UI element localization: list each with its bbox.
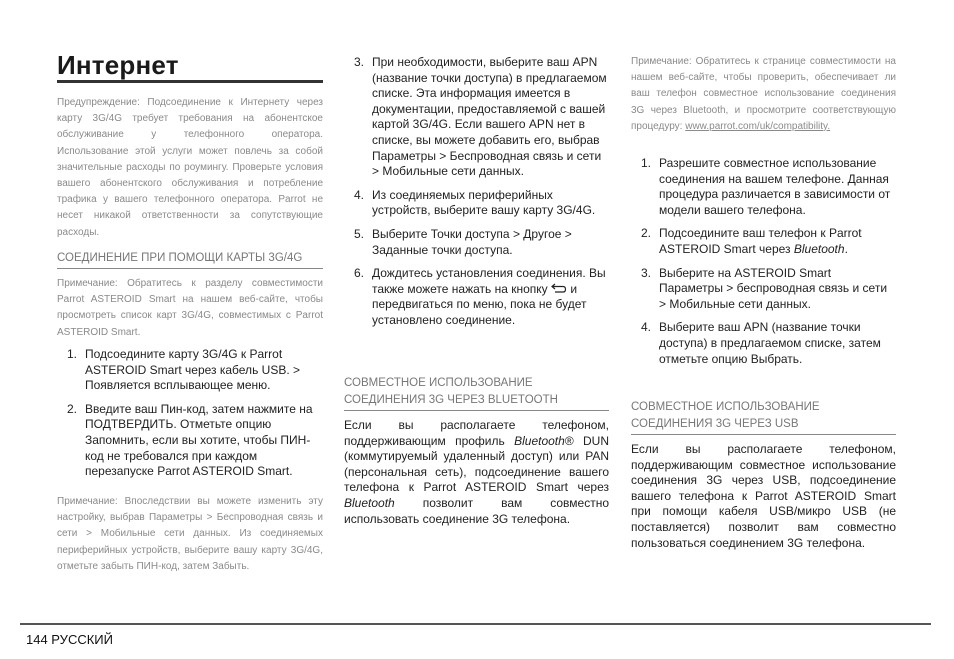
step-number: 2. [67,401,78,416]
section-heading-line2: СОЕДИНЕНИЯ 3G ЧЕРЕЗ BLUETOOTH [344,394,558,406]
step-number: 5. [354,226,365,241]
para-text: Если вы располагаете телефоном, поддерживающим профиль [344,418,609,448]
list-item [344,266,609,328]
section-heading-line1: СОВМЕСТНОЕ ИСПОЛЬЗОВАНИЕ [344,377,533,389]
step-number: 1. [641,156,652,170]
back-button-icon [551,283,567,294]
list-item [344,55,609,180]
list-item [344,188,609,219]
settings-note: Примечание: Впоследствии вы можете изменить эту настройку, выбрав Параметры > Беспроводная связь и сети > Мобильные сети данных. Из соединяемых периферийных устройств, выберите вашу карту 3G/4G, отметьте забыть ПИН-код, затем Забыть. [57,496,323,572]
bluetooth-paragraph [344,418,609,527]
title-divider [57,80,323,83]
step-number: 2. [641,226,652,241]
steps-list-card [57,347,323,480]
bluetooth-compat-note [631,54,896,135]
step-text: Подсоедините ваш телефон к Parrot ASTEROID Smart через [659,226,862,256]
step-number: 1. [67,347,78,361]
step-number: 6. [354,266,365,281]
footer-divider [20,623,931,625]
warning-note: Предупреждение: Подсоединение к Интернету через карту 3G/4G требует требования на абонентское обслуживание у телефонного оператора. Использование этой услуги может повлечь за собой значительные расходы по роумингу. Проверьте условия вашего абонентского обслуживания и потребление трафика у вашего телефонного оператора. Parrot не несет никакой ответственности за сопутствующие расходы. [57,97,323,238]
page-number: 144 РУССКИЙ [26,632,113,647]
step-text: Введите ваш Пин-код, затем нажмите на ПОДТВЕРДИТЬ. Отметьте опцию Запомнить, если вы хотите, чтобы ПИН-код не требовался при каждом перезапуске Parrot ASTEROID Smart. [85,401,313,479]
list-item [57,347,323,394]
para-text: позволит вам совместно использовать соединение 3G телефона. [344,495,609,526]
step-number: 4. [641,320,652,335]
list-item [631,226,896,257]
list-item [631,266,896,313]
step-number: 3. [641,265,652,280]
steps-list-card-cont [344,55,609,329]
list-item [631,320,896,367]
section-heading-line2: СОЕДИНЕНИЯ 3G ЧЕРЕЗ USB [631,418,799,430]
compatibility-link[interactable]: www.parrot.com/uk/compatibility. [685,120,831,132]
step-number: 4. [354,187,365,202]
section-heading-usb [631,399,896,435]
page-title: Интернет [57,50,179,80]
step-text: Из соединяемых периферийных устройств, выберите вашу карту 3G/4G. [372,187,596,218]
step-number: 3. [354,55,365,69]
step-text: При необходимости, выберите ваш APN (название точки доступа) в предлагаемом списке. Эта информация имеется в документации, предоставляемой с вашей картой 3G/4G. Если вашего APN нет в списке, вы можете добавить его, выбрав Параметры > Беспроводная связь и сети > Мобильные сети данных. [372,55,607,179]
list-item [631,156,896,218]
step-text: Подсоедините карту 3G/4G к Parrot ASTEROID Smart через кабель USB. > Появляется всплывающее меню. [85,347,300,393]
section-heading-bluetooth [344,375,609,411]
step-text: Разрешите совместное использование соединения на вашем телефоне. Данная процедура различается в зависимости от модели вашего телефона. [659,156,891,217]
steps-list-bluetooth [631,156,896,367]
para-text: ® DUN (коммутируемый удаленный доступ) или PAN (персональная сеть), подсоединение вашего телефона к Parrot ASTEROID Smart через [344,433,609,495]
list-item [344,227,609,258]
list-item [57,402,323,480]
step-text: Выберите Точки доступа > Другое > Заданные точки доступа. [372,226,572,257]
section-heading-line1: СОВМЕСТНОЕ ИСПОЛЬЗОВАНИЕ [631,401,820,413]
step-text: Дождитесь установления соединения. Вы также можете нажать на кнопку [372,266,606,296]
para-bluetooth-term: Bluetooth [344,495,395,510]
step-bluetooth-term: Bluetooth [793,241,845,256]
usb-paragraph: Если вы располагаете телефоном, поддерживающим совместное использование соединения 3G через USB, подсоединение вашего телефона к Parrot ASTEROID Smart при помощи кабеля USB/микро USB (не поставляется) позволит вам совместно пользоваться соединением 3G телефона. [631,442,896,550]
step-text: Выберите на ASTEROID Smart Параметры > беспроводная связь и сети > Мобильные сети данных. [659,265,888,311]
step-text: Выберите ваш APN (название точки доступа) в предлагаемом списке, затем отметьте опцию Выбрать. [659,320,881,366]
compatibility-note: Примечание: Обратитесь к разделу совместимости Parrot ASTEROID Smart на нашем веб-сайте, чтобы просмотреть список карт 3G/4G, совместимых с Parrot ASTEROID Smart. [57,278,323,338]
para-bluetooth-term: Bluetooth [514,433,565,448]
step-text-end: . [844,241,848,256]
section-heading-3g4g-card: СОЕДИНЕНИЕ ПРИ ПОМОЩИ КАРТЫ 3G/4G [57,250,323,269]
note-text: Примечание: Обратитесь к странице совместимости на нашем веб-сайте, чтобы проверить, обеспечивает ли ваш телефон совместное использование соединения 3G через Bluetooth, и просмотрите соответствующую процедуру: [631,56,896,132]
step-text-cont: и передвигаться по меню, пока не будет установлено соединение. [372,281,587,327]
